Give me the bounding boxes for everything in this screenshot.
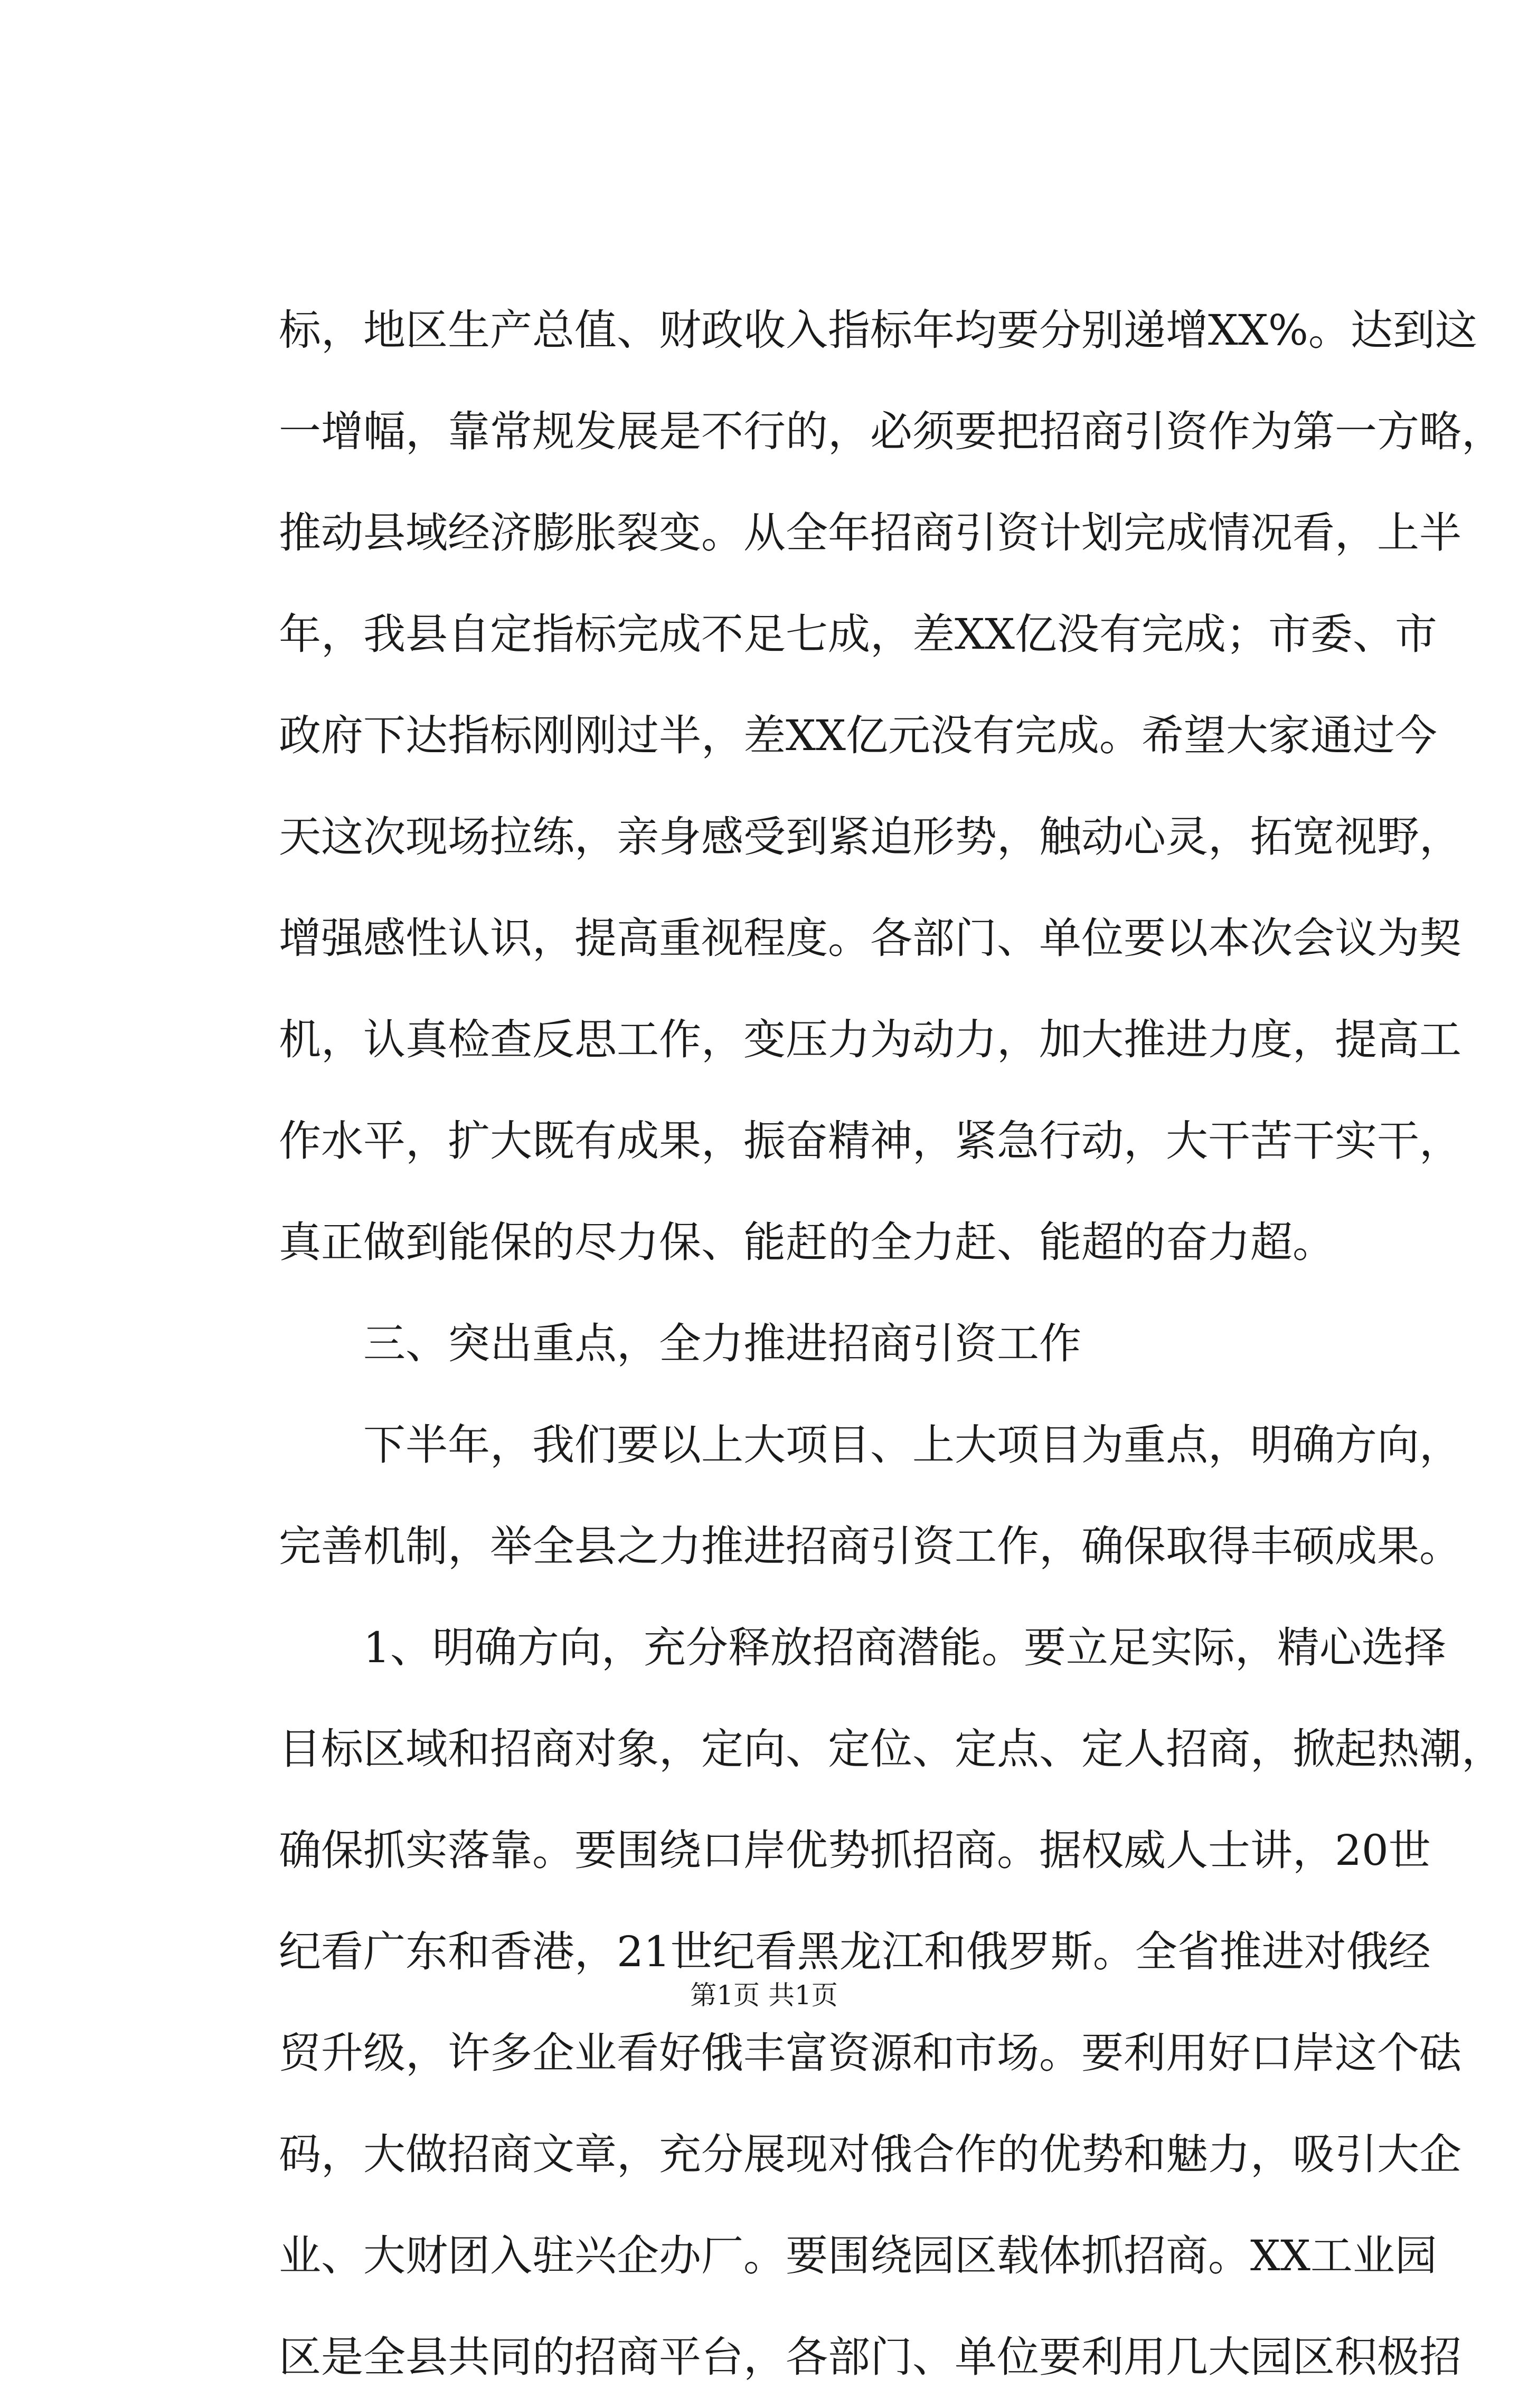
section-heading: 三、突出重点，全力推进招商引资工作: [363, 1319, 1081, 1368]
text-line: 贸升级，许多企业看好俄丰富资源和市场。要利用好口岸这个砝: [279, 2028, 1461, 2078]
page-footer: 第1页 共1页: [690, 1980, 838, 2011]
text-line: 标，地区生产总值、财政收入指标年均要分别递增XX%。达到这: [279, 306, 1477, 355]
text-line: 完善机制，举全县之力推进招商引资工作，确保取得丰硕成果。: [279, 1522, 1461, 1571]
text-line: 天这次现场拉练，亲身感受到紧迫形势，触动心灵，拓宽视野，: [279, 812, 1461, 861]
text-line: 确保抓实落靠。要围绕口岸优势抓招商。据权威人士讲，20世: [279, 1826, 1431, 1875]
text-line: 纪看广东和香港，21世纪看黑龙江和俄罗斯。全省推进对俄经: [279, 1927, 1431, 1976]
body-text: [279, 280, 1504, 2408]
text-line: 下半年，我们要以上大项目、上大项目为重点，明确方向，: [363, 1420, 1461, 1470]
text-line: 业、大财团入驻兴企办厂。要围绕园区载体抓招商。XX工业园: [279, 2231, 1437, 2280]
text-line: 增强感性认识，提高重视程度。各部门、单位要以本次会议为契: [279, 914, 1461, 963]
text-line: 政府下达指标刚刚过半，差XX亿元没有完成。希望大家通过今: [279, 711, 1437, 760]
text-line: 目标区域和招商对象，定向、定位、定点、定人招商，掀起热潮，: [279, 1724, 1504, 1774]
text-line: 推动县域经济膨胀裂变。从全年招商引资计划完成情况看，上半: [279, 508, 1461, 557]
text-line: 1、明确方向，充分释放招商潜能。要立足实际，精心选择: [363, 1623, 1446, 1672]
text-line: 机，认真检查反思工作，变压力为动力，加大推进力度，提高工: [279, 1015, 1461, 1064]
text-line: 作水平，扩大既有成果，振奋精神，紧急行动，大干苦干实干，: [279, 1116, 1461, 1165]
text-line: 年，我县自定指标完成不足七成，差XX亿没有完成；市委、市: [279, 610, 1437, 659]
text-line: 码，大做招商文章，充分展现对俄合作的优势和魅力，吸引大企: [279, 2130, 1461, 2179]
text-line: 真正做到能保的尽力保、能赶的全力赶、能超的奋力超。: [279, 1218, 1335, 1267]
text-line: 区是全县共同的招商平台，各部门、单位要利用几大园区积极招: [279, 2333, 1461, 2382]
text-line: 一增幅，靠常规发展是不行的，必须要把招商引资作为第一方略，: [279, 407, 1504, 456]
